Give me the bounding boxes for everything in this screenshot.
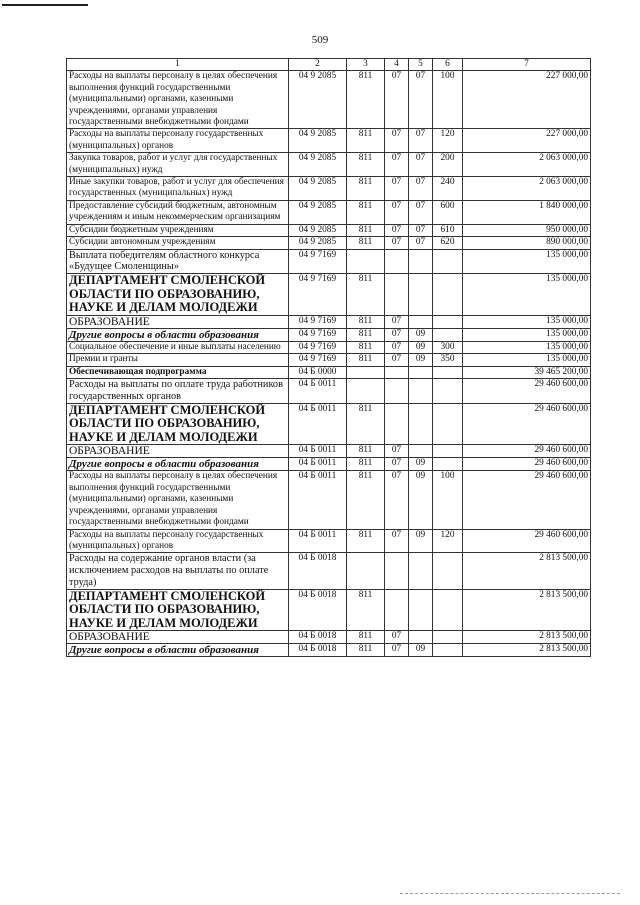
table-row: [67, 644, 591, 657]
cell-code: 04 Б 0011: [289, 403, 347, 445]
cell-vr: [433, 379, 463, 404]
cell-pr: 09: [409, 354, 433, 366]
cell-sum: 135 000,00: [463, 315, 591, 328]
cell-vr: [433, 445, 463, 458]
table-row: [67, 366, 591, 378]
cell-sum: 227 000,00: [463, 129, 591, 153]
cell-sum: 39 465 200,00: [463, 366, 591, 378]
cell-rz: 07: [385, 631, 409, 644]
cell-vr: 600: [433, 200, 463, 224]
cell-code: 04 Б 0018: [289, 644, 347, 657]
cell-code: 04 Б 0011: [289, 379, 347, 404]
table-row: [67, 224, 591, 236]
cell-code: 04 Б 0018: [289, 553, 347, 589]
cell-code: 04 Б 0018: [289, 589, 347, 631]
cell-gr: [347, 379, 385, 404]
cell-code: 04 Б 0011: [289, 445, 347, 458]
cell-rz: 07: [385, 237, 409, 249]
cell-sum: 2 063 000,00: [463, 177, 591, 201]
cell-rz: 07: [385, 177, 409, 201]
page-number: 509: [311, 34, 329, 46]
cell-name: Расходы на выплаты по оплате труда работников государственных органов: [67, 379, 289, 404]
cell-rz: 07: [385, 153, 409, 177]
cell-name: Иные закупки товаров, работ и услуг для обеспечения государственных (муниципальных) нужд: [67, 177, 289, 201]
cell-vr: [433, 644, 463, 657]
cell-rz: [385, 379, 409, 404]
cell-gr: [347, 553, 385, 589]
table-row: [67, 315, 591, 328]
table-row: [67, 631, 591, 644]
cell-rz: 07: [385, 224, 409, 236]
cell-sum: 2 813 500,00: [463, 553, 591, 589]
cell-rz: [385, 274, 409, 316]
header-col-4: 4: [385, 59, 409, 71]
cell-vr: 120: [433, 529, 463, 553]
cell-gr: 811: [347, 274, 385, 316]
table-row: [67, 445, 591, 458]
cell-vr: 120: [433, 129, 463, 153]
table-row: [67, 354, 591, 366]
header-col-6: 6: [433, 59, 463, 71]
header-col-7: 7: [463, 59, 591, 71]
cell-name: Премии и гранты: [67, 354, 289, 366]
cell-name: Выплата победителям областного конкурса «Будущее Смоленщины»: [67, 249, 289, 274]
cell-name: ДЕПАРТАМЕНТ СМОЛЕНСКОЙ ОБЛАСТИ ПО ОБРАЗОВАНИЮ, НАУКЕ И ДЕЛАМ МОЛОДЕЖИ: [67, 274, 289, 316]
cell-vr: 200: [433, 153, 463, 177]
cell-rz: [385, 249, 409, 274]
cell-pr: 09: [409, 328, 433, 341]
table-row: [67, 529, 591, 553]
cell-gr: 811: [347, 403, 385, 445]
cell-gr: 811: [347, 631, 385, 644]
table-row: [67, 589, 591, 631]
cell-code: 04 9 2085: [289, 200, 347, 224]
table-row: [67, 458, 591, 471]
budget-table: [66, 58, 591, 657]
cell-pr: 07: [409, 224, 433, 236]
cell-code: 04 9 2085: [289, 177, 347, 201]
cell-gr: 811: [347, 153, 385, 177]
cell-vr: [433, 403, 463, 445]
table-row: [67, 274, 591, 316]
cell-pr: [409, 315, 433, 328]
cell-rz: 07: [385, 471, 409, 529]
cell-code: 04 9 7169: [289, 354, 347, 366]
table-row: [67, 200, 591, 224]
cell-gr: [347, 366, 385, 378]
cell-gr: 811: [347, 177, 385, 201]
cell-rz: 07: [385, 644, 409, 657]
cell-rz: [385, 403, 409, 445]
cell-code: 04 Б 0018: [289, 631, 347, 644]
cell-rz: 07: [385, 354, 409, 366]
cell-code: 04 9 2085: [289, 153, 347, 177]
cell-code: 04 9 7169: [289, 315, 347, 328]
top-rule: [2, 4, 88, 6]
cell-code: 04 9 2085: [289, 129, 347, 153]
cell-gr: 811: [347, 237, 385, 249]
cell-pr: 09: [409, 471, 433, 529]
table-row: [67, 341, 591, 353]
cell-sum: 135 000,00: [463, 341, 591, 353]
cell-vr: [433, 589, 463, 631]
cell-sum: 2 813 500,00: [463, 644, 591, 657]
cell-gr: 811: [347, 71, 385, 129]
header-col-1: 1: [67, 59, 289, 71]
cell-gr: 811: [347, 589, 385, 631]
cell-code: 04 Б 0000: [289, 366, 347, 378]
table-row: [67, 553, 591, 589]
cell-pr: [409, 274, 433, 316]
cell-rz: 07: [385, 529, 409, 553]
cell-pr: [409, 366, 433, 378]
cell-name: Закупка товаров, работ и услуг для государственных (муниципальных) нужд: [67, 153, 289, 177]
table-row: [67, 471, 591, 529]
cell-pr: 07: [409, 237, 433, 249]
cell-rz: 07: [385, 200, 409, 224]
cell-name: ОБРАЗОВАНИЕ: [67, 445, 289, 458]
cell-rz: [385, 366, 409, 378]
cell-rz: 07: [385, 315, 409, 328]
table-row: [67, 237, 591, 249]
cell-sum: 29 460 600,00: [463, 445, 591, 458]
cell-sum: 135 000,00: [463, 328, 591, 341]
cell-vr: [433, 631, 463, 644]
cell-pr: [409, 589, 433, 631]
cell-sum: 135 000,00: [463, 274, 591, 316]
cell-vr: 300: [433, 341, 463, 353]
cell-name: Расходы на выплаты персоналу в целях обеспечения выполнения функций государственными (муниципальными) органами, казенными учреждениями, органами управления государственными внебюджетными фондами: [67, 71, 289, 129]
cell-pr: 09: [409, 644, 433, 657]
header-row: [67, 59, 591, 71]
cell-vr: 620: [433, 237, 463, 249]
cell-pr: [409, 631, 433, 644]
cell-gr: 811: [347, 471, 385, 529]
cell-name: Расходы на выплаты персоналу государственных (муниципальных) органов: [67, 129, 289, 153]
cell-gr: 811: [347, 529, 385, 553]
header-col-5: 5: [409, 59, 433, 71]
cell-name: Другие вопросы в области образования: [67, 328, 289, 341]
cell-rz: [385, 589, 409, 631]
cell-pr: [409, 403, 433, 445]
cell-rz: 07: [385, 71, 409, 129]
cell-gr: 811: [347, 224, 385, 236]
cell-code: 04 9 2085: [289, 71, 347, 129]
cell-sum: 29 460 600,00: [463, 529, 591, 553]
cell-pr: [409, 379, 433, 404]
cell-vr: [433, 366, 463, 378]
cell-code: 04 9 7169: [289, 328, 347, 341]
cell-name: Другие вопросы в области образования: [67, 458, 289, 471]
cell-pr: [409, 553, 433, 589]
cell-name: ДЕПАРТАМЕНТ СМОЛЕНСКОЙ ОБЛАСТИ ПО ОБРАЗОВАНИЮ, НАУКЕ И ДЕЛАМ МОЛОДЕЖИ: [67, 589, 289, 631]
cell-code: 04 9 2085: [289, 237, 347, 249]
cell-gr: 811: [347, 328, 385, 341]
cell-vr: 610: [433, 224, 463, 236]
cell-vr: 100: [433, 71, 463, 129]
cell-sum: 135 000,00: [463, 249, 591, 274]
cell-sum: 29 460 600,00: [463, 458, 591, 471]
cell-sum: 135 000,00: [463, 354, 591, 366]
table-row: [67, 177, 591, 201]
cell-sum: 2 813 500,00: [463, 589, 591, 631]
cell-pr: 09: [409, 341, 433, 353]
cell-name: Расходы на выплаты персоналу в целях обеспечения выполнения функций государственными (муниципальными) органами, казенными учреждениями, органами управления государственными внебюджетными фондами: [67, 471, 289, 529]
cell-name: Расходы на выплаты персоналу государственных (муниципальных) органов: [67, 529, 289, 553]
cell-gr: 811: [347, 341, 385, 353]
cell-gr: 811: [347, 445, 385, 458]
cell-name: Другие вопросы в области образования: [67, 644, 289, 657]
header-col-3: 3: [347, 59, 385, 71]
cell-sum: 890 000,00: [463, 237, 591, 249]
cell-rz: 07: [385, 445, 409, 458]
cell-pr: 07: [409, 129, 433, 153]
cell-pr: [409, 249, 433, 274]
table-row: [67, 379, 591, 404]
cell-vr: 100: [433, 471, 463, 529]
cell-sum: 29 460 600,00: [463, 471, 591, 529]
cell-code: 04 Б 0011: [289, 529, 347, 553]
cell-code: 04 9 2085: [289, 224, 347, 236]
cell-name: ОБРАЗОВАНИЕ: [67, 631, 289, 644]
cell-sum: 29 460 600,00: [463, 403, 591, 445]
cell-gr: 811: [347, 644, 385, 657]
cell-pr: 09: [409, 529, 433, 553]
cell-sum: 227 000,00: [463, 71, 591, 129]
cell-vr: 240: [433, 177, 463, 201]
cell-gr: 811: [347, 129, 385, 153]
cell-vr: [433, 274, 463, 316]
cell-rz: [385, 553, 409, 589]
cell-vr: [433, 553, 463, 589]
cell-pr: 07: [409, 71, 433, 129]
cell-sum: 950 000,00: [463, 224, 591, 236]
table-row: [67, 129, 591, 153]
table-row: [67, 249, 591, 274]
cell-code: 04 9 7169: [289, 274, 347, 316]
cell-pr: 07: [409, 153, 433, 177]
table-row: [67, 403, 591, 445]
cell-code: 04 9 7169: [289, 341, 347, 353]
cell-pr: [409, 445, 433, 458]
cell-sum: 2 813 500,00: [463, 631, 591, 644]
cell-name: Социальное обеспечение и иные выплаты населению: [67, 341, 289, 353]
table-row: [67, 71, 591, 129]
cell-rz: 07: [385, 341, 409, 353]
cell-vr: [433, 328, 463, 341]
cell-gr: 811: [347, 200, 385, 224]
cell-sum: 2 063 000,00: [463, 153, 591, 177]
cell-name: Расходы на содержание органов власти (за исключением расходов на выплаты по оплате труда): [67, 553, 289, 589]
cell-name: Предоставление субсидий бюджетным, автономным учреждениям и иным некоммерческим организациям: [67, 200, 289, 224]
cell-code: 04 9 7169: [289, 249, 347, 274]
cell-name: Субсидии автономным учреждениям: [67, 237, 289, 249]
cell-vr: [433, 458, 463, 471]
cell-name: ОБРАЗОВАНИЕ: [67, 315, 289, 328]
table-row: [67, 153, 591, 177]
cell-name: Обеспечивающая подпрограмма: [67, 366, 289, 378]
cell-name: Субсидии бюджетным учреждениям: [67, 224, 289, 236]
cell-rz: 07: [385, 458, 409, 471]
cell-gr: 811: [347, 458, 385, 471]
cell-name: ДЕПАРТАМЕНТ СМОЛЕНСКОЙ ОБЛАСТИ ПО ОБРАЗОВАНИЮ, НАУКЕ И ДЕЛАМ МОЛОДЕЖИ: [67, 403, 289, 445]
cell-code: 04 Б 0011: [289, 471, 347, 529]
cell-sum: 29 460 600,00: [463, 379, 591, 404]
cell-gr: [347, 249, 385, 274]
cell-pr: 07: [409, 177, 433, 201]
header-col-2: 2: [289, 59, 347, 71]
cell-sum: 1 840 000,00: [463, 200, 591, 224]
cell-gr: 811: [347, 315, 385, 328]
cell-vr: 350: [433, 354, 463, 366]
cell-vr: [433, 249, 463, 274]
cell-rz: 07: [385, 129, 409, 153]
cell-rz: 07: [385, 328, 409, 341]
cell-vr: [433, 315, 463, 328]
table-row: [67, 328, 591, 341]
cell-pr: 09: [409, 458, 433, 471]
cell-gr: 811: [347, 354, 385, 366]
bottom-rule: [400, 893, 620, 894]
cell-pr: 07: [409, 200, 433, 224]
table-body: [67, 71, 591, 657]
cell-code: 04 Б 0011: [289, 458, 347, 471]
